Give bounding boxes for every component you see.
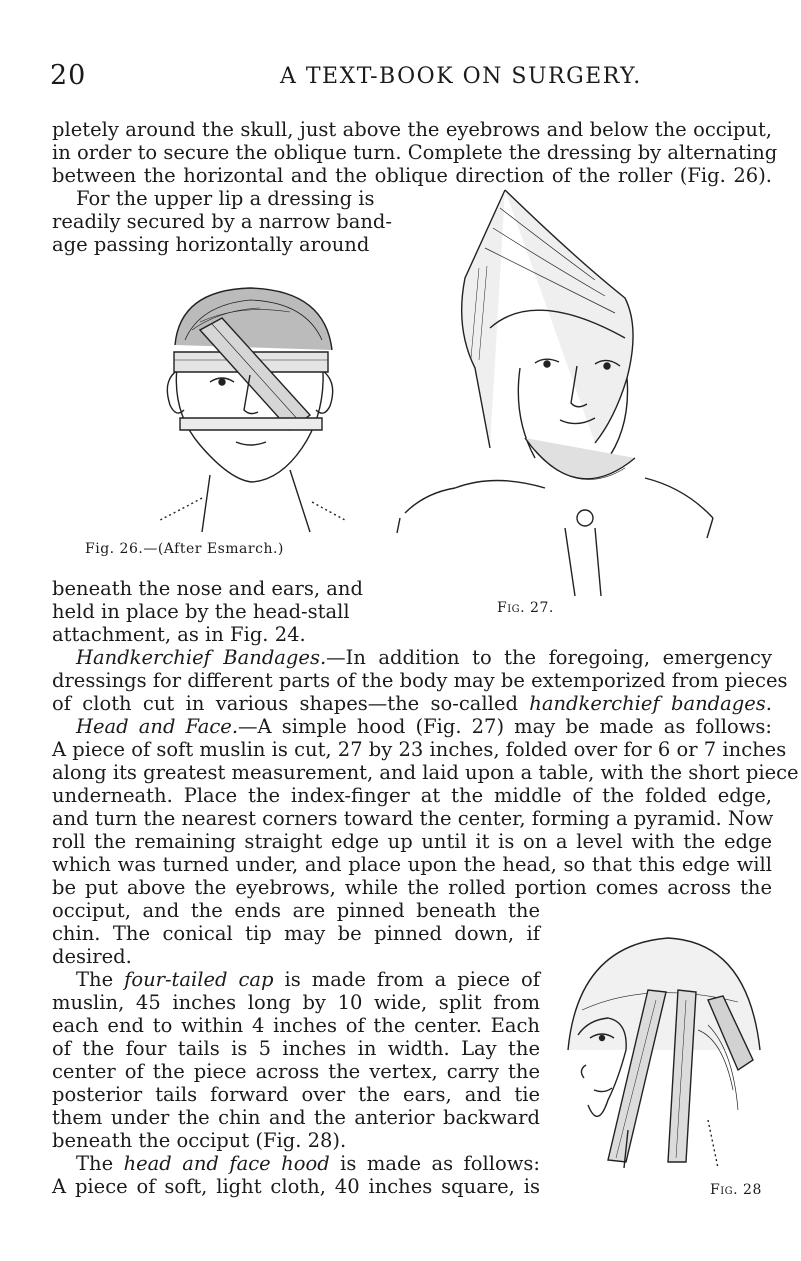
text-line: beneath the nose and ears, and	[52, 577, 363, 600]
text-line: between the horizontal and the oblique direction of the roller (Fig. 26).	[52, 164, 772, 187]
text-line: dressings for different parts of the body may be extemporized from pieces	[52, 669, 788, 692]
running-head: A TEXT-BOOK ON SURGERY.	[280, 64, 642, 89]
text-line: in order to secure the oblique turn. Complete the dressing by alternating	[52, 141, 778, 164]
text-line: beneath the occiput (Fig. 28).	[52, 1129, 347, 1152]
figure-28-illustration	[548, 930, 768, 1170]
text-line: center of the piece across the vertex, carry the	[52, 1060, 540, 1083]
text-line: each end to within 4 inches of the center. Each	[52, 1014, 540, 1037]
section-heading: Head and Face.	[76, 715, 239, 738]
text-line: posterior tails forward over the ears, and tie	[52, 1083, 540, 1106]
text-line: of cloth cut in various shapes—the so-called handkerchief bandages.	[52, 692, 772, 715]
paragraph-first-line: The four-tailed cap is made from a piece of	[76, 968, 540, 991]
paragraph-first-line: Head and Face.—A simple hood (Fig. 27) may be made as follows:	[76, 715, 772, 738]
page-number: 20	[50, 60, 87, 91]
text-line: along its greatest measurement, and laid upon a table, with the short piece	[52, 761, 799, 784]
page-header	[50, 60, 770, 94]
text-line: desired.	[52, 945, 132, 968]
text-line: held in place by the head-stall	[52, 600, 350, 623]
text-line: age passing horizontally around	[52, 233, 370, 256]
text-line: A piece of soft muslin is cut, 27 by 23 inches, folded over for 6 or 7 inches	[52, 738, 787, 761]
italic-term: four-tailed cap	[124, 968, 274, 991]
italic-term: handkerchief bandages.	[529, 692, 772, 715]
figure-27-caption: Fig. 27.	[497, 600, 554, 616]
paragraph-first-line: Handkerchief Bandages.—In addition to the foregoing, emergency	[76, 646, 772, 669]
italic-term: head and face hood	[123, 1152, 330, 1175]
section-heading: Handkerchief Bandages.	[76, 646, 327, 669]
figure-26-illustration	[140, 270, 360, 535]
figure-27-illustration	[395, 188, 725, 598]
text-line: them under the chin and the anterior backward	[52, 1106, 540, 1129]
figure-28-caption: Fig. 28	[710, 1182, 762, 1198]
text-line: For the upper lip a dressing is	[76, 187, 375, 210]
text-line: and turn the nearest corners toward the center, forming a pyramid. Now	[52, 807, 774, 830]
text-line: occiput, and the ends are pinned beneath the	[52, 899, 540, 922]
text-line: which was turned under, and place upon the head, so that this edge will	[52, 853, 772, 876]
text-line: roll the remaining straight edge up until it is on a level with the edge	[52, 830, 772, 853]
text-line: A piece of soft, light cloth, 40 inches square, is	[52, 1175, 540, 1198]
text-line: muslin, 45 inches long by 10 wide, split from	[52, 991, 540, 1014]
text-line: of the four tails is 5 inches in width. Lay the	[52, 1037, 540, 1060]
text-line: pletely around the skull, just above the eyebrows and below the occiput,	[52, 118, 772, 141]
paragraph-first-line: The head and face hood is made as follows:	[76, 1152, 540, 1175]
figure-26-caption: Fig. 26.—(After Esmarch.)	[85, 541, 284, 557]
text-line: underneath. Place the index-finger at the middle of the folded edge,	[52, 784, 772, 807]
text-line: chin. The conical tip may be pinned down, if	[52, 922, 540, 945]
text-line: readily secured by a narrow band-	[52, 210, 392, 233]
text-line: attachment, as in Fig. 24.	[52, 623, 306, 646]
text-line: be put above the eyebrows, while the rolled portion comes across the	[52, 876, 772, 899]
